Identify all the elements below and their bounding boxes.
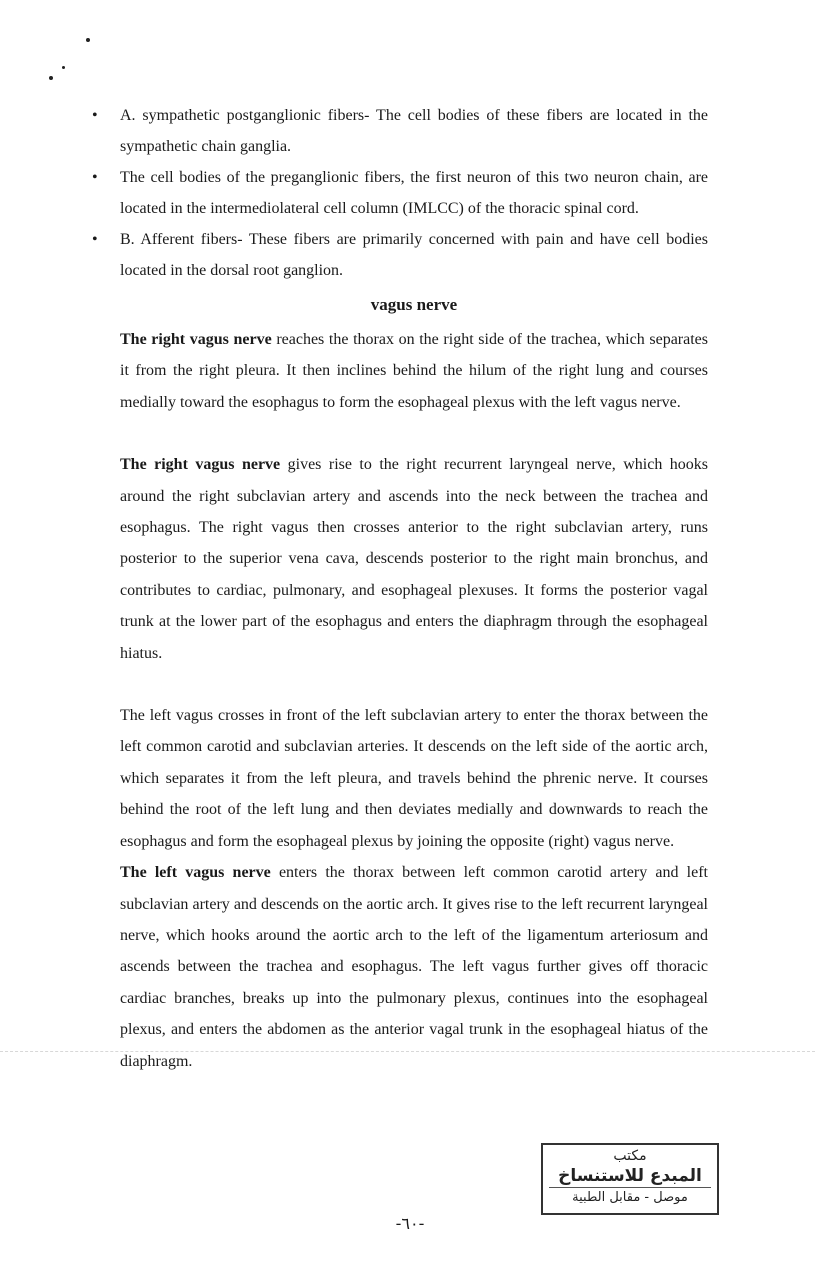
- bullet-item: • B. Afferent fibers- These fibers are primarily concerned with pain and have cell bodies located in the dorsal root ganglion.: [92, 224, 708, 286]
- paragraph-lead: The left vagus nerve: [120, 864, 271, 882]
- paragraph-left-vagus-1: [120, 700, 708, 857]
- bullet-list: [92, 100, 708, 286]
- scan-mark: [62, 66, 65, 69]
- paragraph-text: reaches the thorax on the right side of the trachea, which separates it from the right pleura. It then inclines behind the hilum of the right lung and courses medially toward the esophagus to form the esophageal plexus with the left vagus nerve.: [120, 331, 708, 411]
- paragraph-text: gives rise to the right recurrent laryngeal nerve, which hooks around the right subclavian artery and ascends into the neck between the trachea and esophagus. The right vagus then crosses anterior to the right subclavian artery, runs posterior to the superior vena cava, descends posterior to the right main bronchus, and contributes to cardiac, pulmonary, and esophageal plexuses. It forms the posterior vagal trunk at the lower part of the esophagus and enters the diaphragm through the esophageal hiatus.: [120, 456, 709, 662]
- scan-mark: [86, 38, 90, 42]
- paragraph-left-vagus-2: [120, 857, 708, 1077]
- scan-fold-line: [0, 1051, 815, 1052]
- stamp-line-3: موصل - مقابل الطبية: [549, 1187, 711, 1208]
- bullet-item: • A. sympathetic postganglionic fibers- The cell bodies of these fibers are located in the sympathetic chain ganglia.: [92, 100, 708, 162]
- bullet-item: • The cell bodies of the preganglionic fibers, the first neuron of this two neuron chain, are located in the intermediolateral cell column (IMLCC) of the thoracic spinal cord.: [92, 162, 708, 224]
- paragraph-text: The left vagus crosses in front of the left subclavian artery to enter the thorax between the left common carotid and subclavian arteries. It descends on the left side of the aortic arch, which separates it from the left pleura, and travels behind the phrenic nerve. It courses behind the root of the left lung and then deviates medially and downwards to reach the esophagus and form the esophageal plexus by joining the opposite (right) vagus nerve.: [120, 707, 708, 850]
- section-heading: vagus nerve: [370, 295, 458, 314]
- scan-mark: [49, 76, 53, 80]
- page-body: [92, 100, 708, 1077]
- page-number: -٦٠-: [395, 1214, 425, 1233]
- stamp-line-2: المبدع للاستنساخ: [558, 1166, 702, 1186]
- paragraph-right-vagus-2: [120, 449, 708, 669]
- paragraph-lead: The right vagus nerve: [120, 331, 272, 348]
- stamp-line-1: مكتب: [613, 1148, 647, 1164]
- shop-stamp: [541, 1143, 719, 1215]
- paragraph-lead: The right vagus nerve: [120, 456, 281, 474]
- paragraph-text: enters the thorax between left common carotid artery and left subclavian artery and descends on the aortic arch. It gives rise to the left recurrent laryngeal nerve, which hooks around the aortic arch to the left of the ligamentum arteriosum and ascends between the trachea and esophagus. The left vagus further gives off thoracic cardiac branches, breaks up into the pulmonary plexus, continues into the esophageal plexus, and enters the abdomen as the anterior vagal trunk in the esophageal hiatus of the diaphragm.: [120, 864, 709, 1070]
- paragraph-right-vagus-1: [120, 324, 708, 418]
